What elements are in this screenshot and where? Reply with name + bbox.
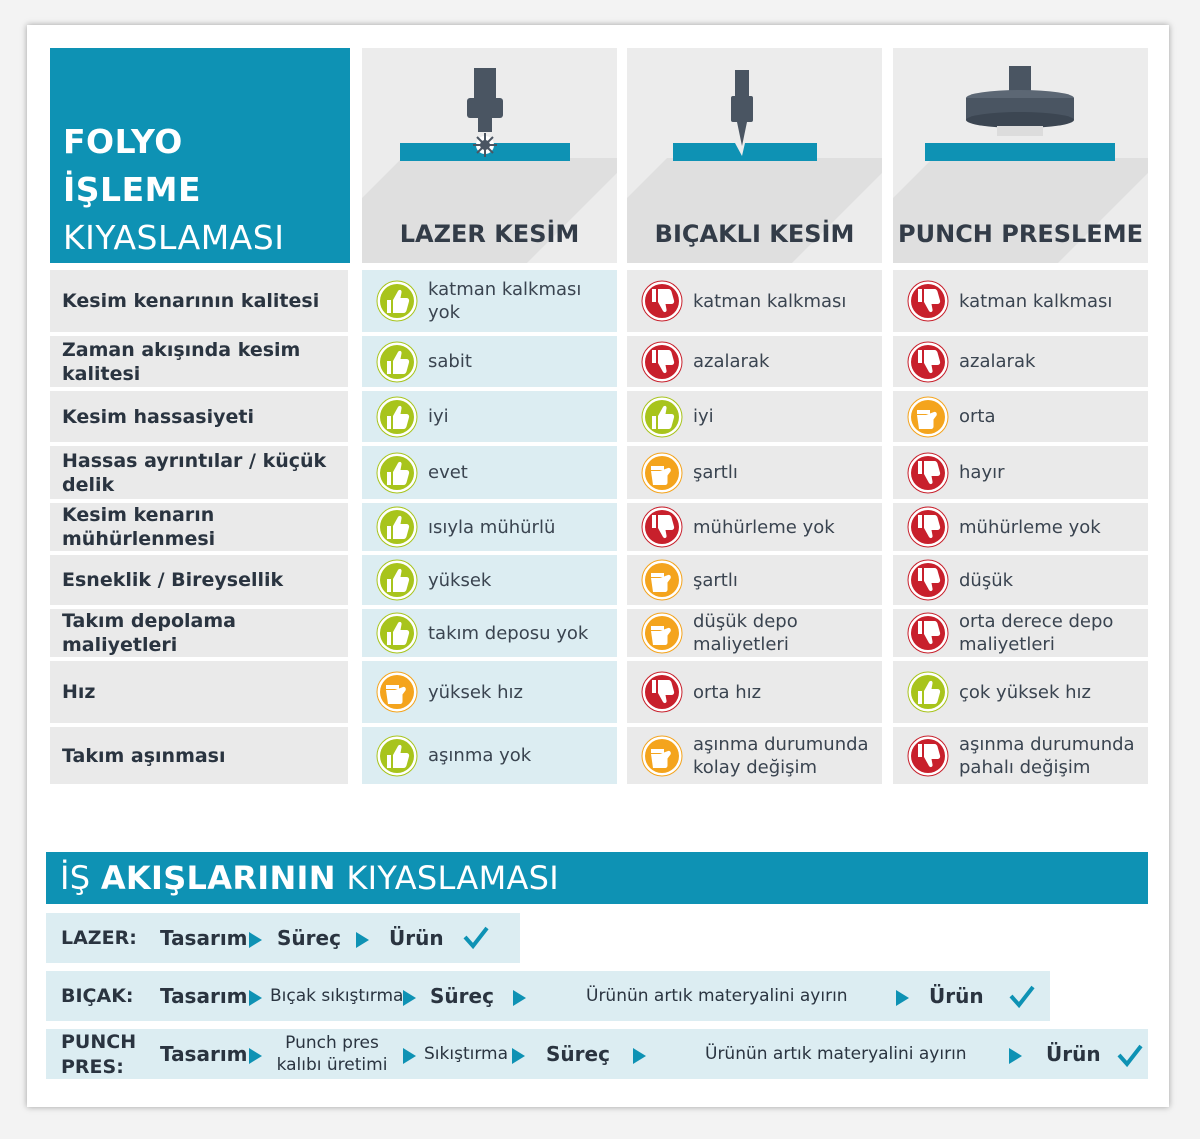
cell-punch [893,270,1148,332]
cell-text: iyi [428,406,449,427]
cell-knife [627,555,882,605]
arrow-icon [249,932,262,948]
workflow-title-bold: AKIŞLARININ [100,859,336,897]
cell-text: aşınma durumunda kolay değişim [693,733,869,778]
row-label: Hassas ayrıntılar / küçük delik [50,446,348,499]
thumbs-up-icon [376,612,418,654]
cell-knife [627,727,882,784]
cell-text: azalarak [959,351,1036,372]
workflow-step [272,1029,392,1079]
thumbs-up-icon [376,452,418,494]
thumbs-down-icon [907,735,949,777]
thumbs-down-icon [907,341,949,383]
cell-text: mühürleme yok [693,516,835,538]
workflow-label-laser: LAZER: [61,927,137,949]
column-label-knife: BIÇAKLI KESİM [654,220,855,248]
laser-cutter-icon [362,48,617,218]
arrow-icon [1009,1048,1022,1064]
arrow-icon [633,1048,646,1064]
workflow-row-knife [46,971,1050,1021]
cell-punch [893,336,1148,387]
cell-knife [627,270,882,332]
workflow-label-punch [61,1030,136,1080]
cell-laser [362,661,617,723]
thumbs-up-icon [376,396,418,438]
thumbs-sideways-icon [907,396,949,438]
arrow-icon [356,932,369,948]
cell-text: düşük [959,569,1014,591]
workflow-step: Süreç [546,1042,610,1066]
workflow-step: Süreç [430,984,494,1008]
cell-text: azalarak [693,351,770,372]
workflow-title-post: KIYASLAMASI [346,859,560,897]
thumbs-down-icon [641,341,683,383]
cell-laser [362,446,617,499]
thumbs-down-icon [907,559,949,601]
thumbs-down-icon [641,671,683,713]
arrow-icon [249,990,262,1006]
thumbs-up-icon [376,506,418,548]
thumbs-up-icon [376,341,418,383]
thumbs-sideways-icon [376,671,418,713]
cell-text: aşınma yok [428,745,532,766]
row-label: Kesim hassasiyeti [50,391,348,442]
thumbs-up-icon [376,280,418,322]
thumbs-up-icon [376,559,418,601]
thumbs-down-icon [907,452,949,494]
arrow-icon [513,990,526,1006]
cell-text: ısıyla mühürlü [428,516,556,538]
workflow-step: Tasarım [160,984,248,1008]
workflow-step: Sıkıştırma [424,1044,508,1064]
cell-laser [362,270,617,332]
punch-press-icon [893,48,1148,218]
workflow-title-pre: İŞ [60,859,91,897]
workflow-step: Ürün [929,984,984,1008]
cell-knife [627,661,882,723]
cell-knife [627,336,882,387]
cell-punch [893,503,1148,551]
thumbs-sideways-icon [641,452,683,494]
thumbs-sideways-icon [641,735,683,777]
cell-text: orta hız [693,681,762,703]
cell-text: evet [428,462,468,483]
column-label-laser: LAZER KESİM [399,220,580,248]
cell-text: katman kalkması [693,290,847,312]
workflow-label-knife: BIÇAK: [61,985,134,1007]
workflow-step: Ürünün artık materyalini ayırın [705,1044,967,1064]
cell-text: hayır [959,462,1005,483]
row-label: Esneklik / Bireysellik [50,555,348,605]
title-line-1: FOLYO [63,122,183,161]
workflow-step: Bıçak sıkıştırma [270,986,404,1006]
cell-text: düşük depo maliyetleri [693,611,798,655]
row-label: Takım aşınması [50,727,348,784]
workflow-label-punch-line-2: PRES: [61,1056,124,1078]
cell-text: şartlı [693,569,738,591]
cell-text: çok yüksek hız [959,681,1091,703]
cell-knife [627,391,882,442]
main-title [50,48,350,263]
cell-text: orta derece depo maliyetleri [959,611,1114,655]
column-header-punch [893,48,1148,263]
cell-text: iyi [693,406,714,427]
cell-laser [362,391,617,442]
cell-knife [627,609,882,657]
cell-text: takım deposu yok [428,622,589,644]
cell-knife [627,503,882,551]
row-label: Hız [50,661,348,723]
cell-text: yüksek [428,569,492,591]
workflow-step: Ürünün artık materyalini ayırın [586,986,848,1006]
thumbs-sideways-icon [641,559,683,601]
workflow-row-laser [46,913,520,963]
workflow-row-punch [46,1029,1148,1079]
arrow-icon [896,990,909,1006]
row-label: Kesim kenarının kalitesi [50,270,348,332]
cell-text: orta [959,406,996,427]
workflow-title [46,852,1148,904]
cell-punch [893,446,1148,499]
check-icon [462,925,490,951]
workflow-step: Süreç [277,926,341,950]
check-icon [1008,984,1036,1010]
thumbs-down-icon [641,506,683,548]
workflow-step: Ürün [389,926,444,950]
cell-laser [362,727,617,784]
cell-punch [893,727,1148,784]
thumbs-down-icon [641,280,683,322]
row-label: Zaman akışında kesim kalitesi [50,336,348,387]
row-label: Kesim kenarın mühürlenmesi [50,503,348,551]
cell-punch [893,555,1148,605]
cell-text: sabit [428,351,472,372]
thumbs-sideways-icon [641,612,683,654]
workflow-step: Ürün [1046,1042,1101,1066]
cell-text: katman kalkması [959,290,1113,312]
workflow-step: Tasarım [160,1042,248,1066]
cell-text: şartlı [693,462,738,483]
arrow-icon [249,1048,262,1064]
thumbs-up-icon [376,735,418,777]
workflow-label-punch-line-1: PUNCH [61,1031,137,1053]
check-icon [1116,1043,1144,1069]
workflow-step-line: kalıbı üretimi [276,1055,388,1075]
cell-punch [893,391,1148,442]
thumbs-up-icon [641,396,683,438]
cell-punch [893,661,1148,723]
arrow-icon [512,1048,525,1064]
title-line-3: KIYASLAMASI [63,218,285,257]
cell-laser [362,503,617,551]
column-header-laser [362,48,617,263]
arrow-icon [403,1048,416,1064]
cell-text: katman kalkması yok [428,279,582,323]
cell-laser [362,609,617,657]
thumbs-down-icon [907,280,949,322]
cell-text: mühürleme yok [959,516,1101,538]
workflow-step-line: Punch pres [285,1033,379,1053]
thumbs-down-icon [907,506,949,548]
cell-knife [627,446,882,499]
cell-laser [362,555,617,605]
knife-cutter-icon [627,48,882,218]
workflow-step: Tasarım [160,926,248,950]
title-line-2: İŞLEME [63,170,201,209]
column-header-knife [627,48,882,263]
arrow-icon [403,990,416,1006]
thumbs-up-icon [907,671,949,713]
column-label-punch: PUNCH PRESLEME [898,220,1143,248]
cell-punch [893,609,1148,657]
cell-text: yüksek hız [428,681,523,703]
cell-text: aşınma durumunda pahalı değişim [959,733,1135,778]
row-label: Takım depolama maliyetleri [50,609,348,657]
thumbs-down-icon [907,612,949,654]
cell-laser [362,336,617,387]
